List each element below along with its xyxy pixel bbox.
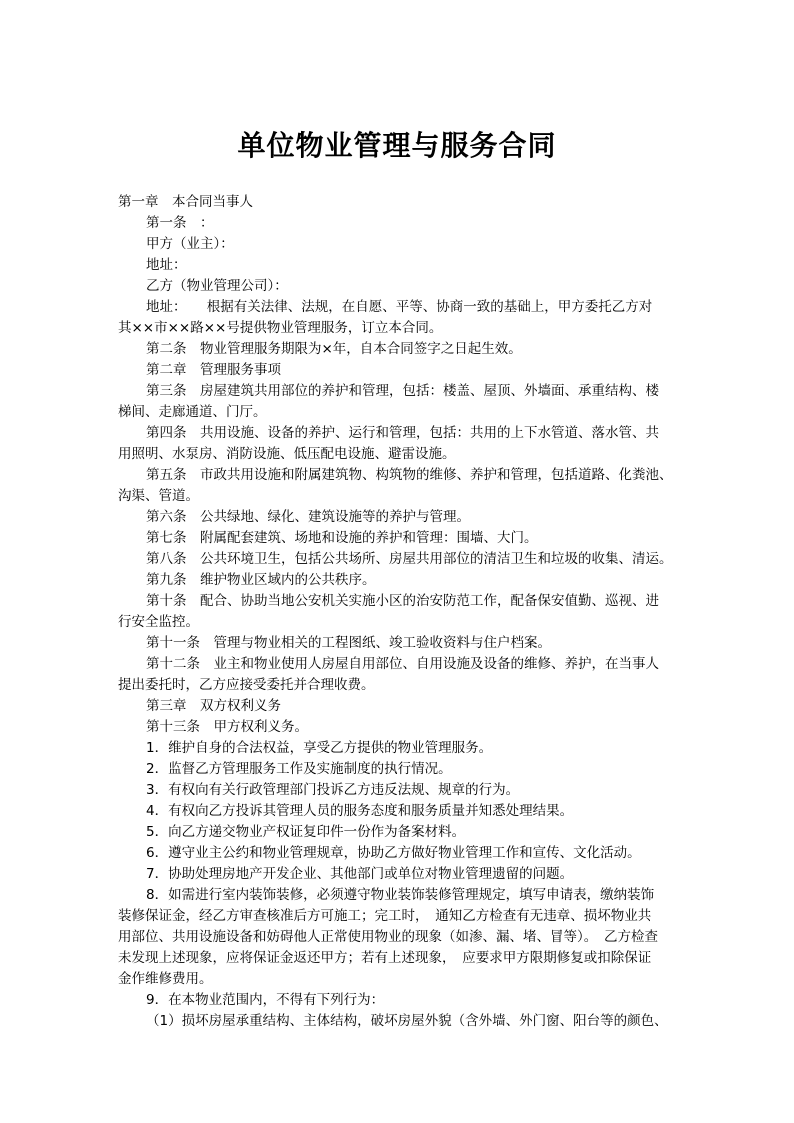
text-line: 第二条 物业管理服务期限为×年，自本合同签字之日起生效。 xyxy=(146,341,522,357)
text-line: 第五条 市政共用设施和附属建筑物、构筑物的维修、养护和管理，包括道路、化粪池、 xyxy=(146,467,673,483)
text-line: 第二章 管理服务事项 xyxy=(146,362,281,378)
text-line: 未发现上述现象，应将保证金返还甲方；若有上述现象， 应要求甲方限期修复或扣除保证 xyxy=(118,950,652,966)
text-line: 沟渠、管道。 xyxy=(118,488,199,504)
document-title: 单位物业管理与服务合同 xyxy=(237,129,557,162)
text-line: 地址： xyxy=(146,257,187,273)
text-line: 第十三条 甲方权利义务。 xyxy=(146,719,308,735)
text-line: 梯间、走廊通道、门厅。 xyxy=(118,404,267,420)
text-line: 3．有权向有关行政管理部门投诉乙方违反法规、规章的行为。 xyxy=(146,782,520,798)
text-line: 用部位、共用设施设备和妨碍他人正常使用物业的现象（如渗、漏、堵、冒等）。 乙方检查 xyxy=(118,929,658,945)
text-line: 甲方（业主）： xyxy=(146,236,234,252)
text-line: 4．有权向乙方投诉其管理人员的服务态度和服务质量并知悉处理结果。 xyxy=(146,803,574,819)
text-line: 装修保证金，经乙方审查核准后方可施工；完工时， 通知乙方检查有无违章、损坏物业共 xyxy=(118,908,652,924)
text-line: 7．协助处理房地产开发企业、其他部门或单位对物业管理遗留的问题。 xyxy=(146,866,574,882)
text-line: 第一章 本合同当事人 xyxy=(118,194,253,210)
text-line: 1．维护自身的合法权益，享受乙方提供的物业管理服务。 xyxy=(146,740,493,756)
document-body xyxy=(118,192,678,1032)
text-line: 第十二条 业主和物业使用人房屋自用部位、自用设施及设备的维修、养护，在当事人 xyxy=(146,656,659,672)
text-line: 第十一条 管理与物业相关的工程图纸、竣工验收资料与住户档案。 xyxy=(146,635,551,651)
text-line: 8．如需进行室内装饰装修，必须遵守物业装饰装修管理规定，填写申请表，缴纳装饰 xyxy=(146,887,655,903)
text-line: 第六条 公共绿地、绿化、建筑设施等的养护与管理。 xyxy=(146,509,470,525)
text-line: 地址： 根据有关法律、法规，在自愿、平等、协商一致的基础上，甲方委托乙方对 xyxy=(146,299,653,315)
text-line: 行安全监控。 xyxy=(118,614,199,630)
text-line: 9．在本物业范围内，不得有下列行为： xyxy=(146,992,385,1008)
text-line: 第八条 公共环境卫生，包括公共场所、房屋共用部位的清洁卫生和垃圾的收集、清运。 xyxy=(146,551,673,567)
text-line: 第四条 共用设施、设备的养护、运行和管理，包括：共用的上下水管道、落水管、共 xyxy=(146,425,659,441)
text-line: 其××市××路××号提供物业管理服务，订立本合同。 xyxy=(118,320,443,336)
text-line: 第三章 双方权利义务 xyxy=(146,698,281,714)
text-line: 5．向乙方递交物业产权证复印件一份作为备案材料。 xyxy=(146,824,466,840)
text-line: 乙方（物业管理公司）： xyxy=(146,278,288,294)
text-line: 第十条 配合、协助当地公安机关实施小区的治安防范工作，配备保安值勤、巡视、进 xyxy=(146,593,659,609)
text-line: 6．遵守业主公约和物业管理规章，协助乙方做好物业管理工作和宣传、文化活动。 xyxy=(146,845,641,861)
text-line: 第三条 房屋建筑共用部位的养护和管理，包括：楼盖、屋顶、外墙面、承重结构、楼 xyxy=(146,383,659,399)
text-line: 第七条 附属配套建筑、场地和设施的养护和管理：围墙、大门。 xyxy=(146,530,538,546)
text-line: 第一条 ： xyxy=(146,215,214,231)
text-line: 金作维修费用。 xyxy=(118,971,213,987)
text-line: 提出委托时，乙方应接受委托并合理收费。 xyxy=(118,677,375,693)
text-line: 第九条 维护物业区域内的公共秩序。 xyxy=(146,572,376,588)
text-line: 用照明、水泵房、消防设施、低压配电设施、避雷设施。 xyxy=(118,446,456,462)
text-line: 2．监督乙方管理服务工作及实施制度的执行情况。 xyxy=(146,761,452,777)
text-line: （1）损坏房屋承重结构、主体结构，破坏房屋外貌（含外墙、外门窗、阳台等的颜色、 xyxy=(146,1013,668,1029)
